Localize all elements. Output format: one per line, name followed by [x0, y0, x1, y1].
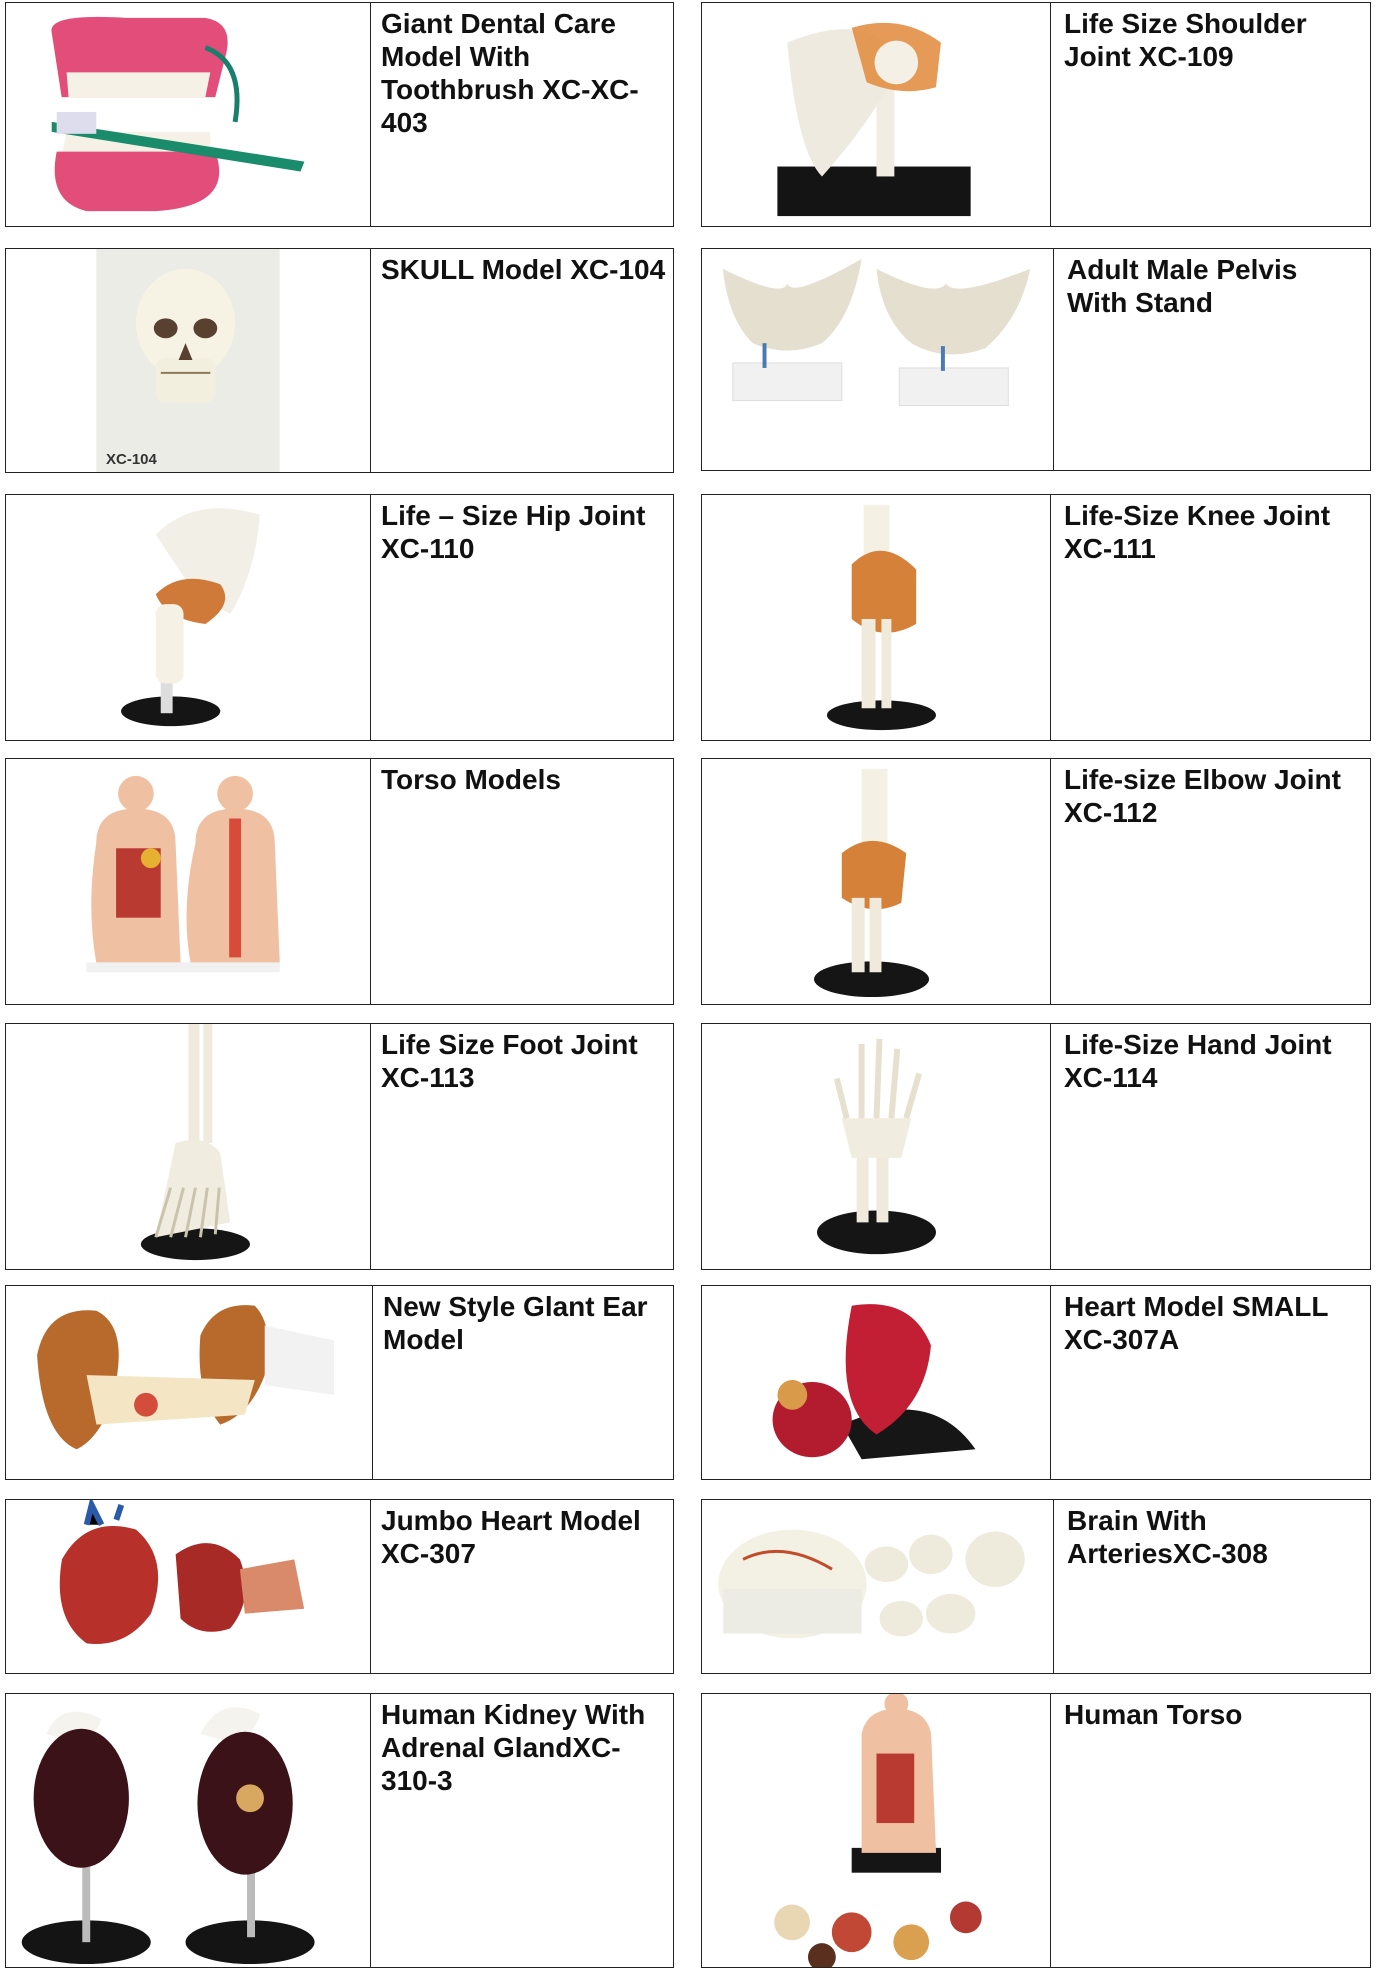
- product-card: [701, 1499, 1371, 1674]
- product-card: [701, 1023, 1371, 1270]
- kidney-icon: [6, 1694, 371, 1967]
- elbow-joint-icon: [702, 759, 1051, 1004]
- product-title: Human Torso: [1064, 1699, 1243, 1730]
- brain-icon: [702, 1500, 1054, 1673]
- product-title: Life Size Foot Joint XC-113: [381, 1029, 638, 1093]
- product-title: Brain With ArteriesXC-308: [1067, 1505, 1268, 1569]
- product-card: [5, 248, 674, 473]
- product-title: Life-size Elbow Joint XC-112: [1064, 764, 1341, 828]
- hand-joint-icon: [702, 1024, 1051, 1269]
- foot-joint-icon: [6, 1024, 371, 1269]
- product-card: [701, 1693, 1371, 1968]
- product-title: Life-Size Knee Joint XC-111: [1064, 500, 1331, 564]
- knee-joint-icon: [702, 495, 1051, 740]
- product-title: Human Kidney With Adrenal GlandXC-310-3: [381, 1699, 646, 1796]
- pelvis-icon: [702, 249, 1054, 470]
- product-card: [701, 494, 1371, 741]
- heart-small-icon: [702, 1286, 1051, 1479]
- product-card: [5, 1285, 674, 1480]
- product-card: [5, 2, 674, 227]
- dental-model-icon: [6, 3, 371, 226]
- product-card: [701, 2, 1371, 227]
- product-card: [5, 758, 674, 1005]
- product-title: Life-Size Hand Joint XC-114: [1064, 1029, 1332, 1093]
- product-title: Giant Dental Care Model With Toothbrush XC-XC-403: [381, 8, 639, 138]
- ear-model-icon: [6, 1286, 373, 1479]
- product-card: [5, 494, 674, 741]
- product-card: [701, 758, 1371, 1005]
- product-card: [701, 1285, 1371, 1480]
- product-title: Life – Size Hip Joint XC-110: [381, 500, 646, 564]
- hip-joint-icon: [6, 495, 371, 740]
- skull-icon: [6, 249, 371, 472]
- human-torso-icon: [702, 1694, 1051, 1967]
- product-title: Jumbo Heart Model XC-307: [381, 1505, 641, 1569]
- product-card: [701, 248, 1371, 471]
- product-title: Torso Models: [381, 764, 561, 795]
- product-title: Life Size Shoulder Joint XC-109: [1064, 8, 1307, 72]
- product-card: [5, 1693, 674, 1968]
- product-title: Heart Model SMALL XC-307A: [1064, 1291, 1328, 1355]
- jumbo-heart-icon: [6, 1500, 371, 1673]
- product-title: Adult Male Pelvis With Stand: [1067, 254, 1298, 318]
- shoulder-joint-icon: [702, 3, 1051, 226]
- product-title: New Style Glant Ear Model: [383, 1291, 648, 1355]
- product-card: [5, 1499, 674, 1674]
- product-title: SKULL Model XC-104: [381, 254, 666, 285]
- product-card: [5, 1023, 674, 1270]
- torso-models-icon: [6, 759, 371, 1004]
- image-caption: XC-104: [106, 451, 157, 468]
